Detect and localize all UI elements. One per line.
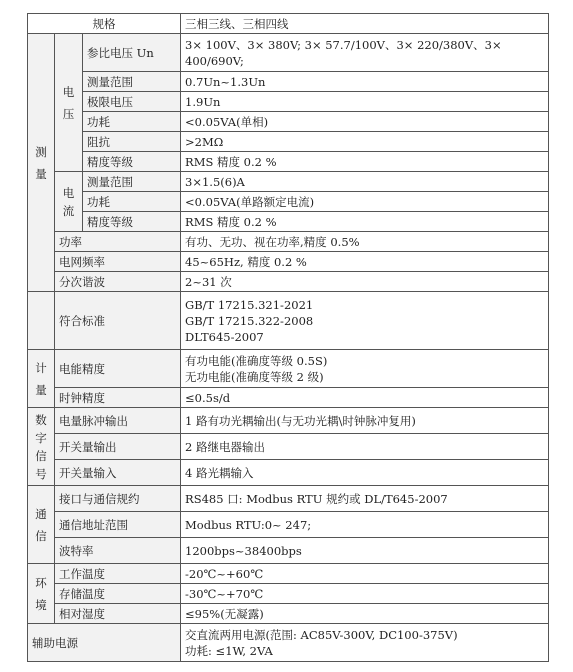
row-value: 2~31 次 — [181, 272, 549, 292]
group-current: 电流 — [55, 172, 83, 232]
table-row — [28, 14, 549, 34]
row-value: ≤0.5s/d — [181, 388, 549, 408]
table-row — [28, 112, 549, 132]
row-label: 开关量输入 — [55, 460, 181, 486]
row-label: 辅助电源 — [28, 624, 181, 662]
row-value: 45~65Hz, 精度 0.2 % — [181, 252, 549, 272]
row-value: -30℃~+70℃ — [181, 584, 549, 604]
row-value: 1 路有功光耦输出(与无功光耦\时钟脉冲复用) — [181, 408, 549, 434]
row-value: Modbus RTU:0~ 247; — [181, 512, 549, 538]
row-value — [181, 624, 549, 662]
row-value: >2MΩ — [181, 132, 549, 152]
table-row — [28, 232, 549, 252]
energy-line: 无功电能(准确度等级 2 级) — [185, 369, 324, 384]
row-value: <0.05VA(单相) — [181, 112, 549, 132]
row-label: 功率 — [55, 232, 181, 252]
row-value: 0.7Un~1.3Un — [181, 72, 549, 92]
table-row — [28, 604, 549, 624]
row-label: 电量脉冲输出 — [55, 408, 181, 434]
spec-table — [27, 13, 549, 662]
category-env: 环境 — [28, 564, 55, 624]
row-value: RMS 精度 0.2 % — [181, 152, 549, 172]
table-row — [28, 192, 549, 212]
row-label: 存储温度 — [55, 584, 181, 604]
row-value: 3× 100V、3× 380V; 3× 57.7/100V、3× 220/380V、3× 400/690V; — [181, 34, 549, 72]
table-row — [28, 460, 549, 486]
row-label: 极限电压 — [83, 92, 181, 112]
table-row — [28, 34, 549, 72]
category-standards-blank — [28, 292, 55, 350]
category-metering: 计量 — [28, 350, 55, 408]
table-row — [28, 486, 549, 512]
energy-line: 有功电能(准确度等级 0.5S) — [185, 353, 328, 368]
table-row — [28, 512, 549, 538]
row-value — [181, 292, 549, 350]
row-value: -20℃~+60℃ — [181, 564, 549, 584]
header-label: 规格 — [28, 14, 181, 34]
standard-line: GB/T 17215.321-2021 — [185, 297, 314, 312]
row-label: 电能精度 — [55, 350, 181, 388]
table-row — [28, 152, 549, 172]
row-label: 波特率 — [55, 538, 181, 564]
table-row — [28, 350, 549, 388]
row-value: 1.9Un — [181, 92, 549, 112]
row-value: 有功、无功、视在功率,精度 0.5% — [181, 232, 549, 252]
table-row — [28, 252, 549, 272]
row-label: 精度等级 — [83, 212, 181, 232]
row-label: 符合标准 — [55, 292, 181, 350]
row-label: 功耗 — [83, 112, 181, 132]
row-label: 参比电压 Un — [83, 34, 181, 72]
table-row — [28, 132, 549, 152]
table-row — [28, 408, 549, 434]
power-line: 交直流两用电源(范围: AC85V-300V, DC100-375V) — [185, 627, 458, 642]
row-label: 测量范围 — [83, 172, 181, 192]
table-row — [28, 434, 549, 460]
category-digital: 数字信号 — [28, 408, 55, 486]
row-label: 开关量输出 — [55, 434, 181, 460]
row-label: 通信地址范围 — [55, 512, 181, 538]
row-label: 测量范围 — [83, 72, 181, 92]
row-label: 接口与通信规约 — [55, 486, 181, 512]
row-value: ≤95%(无凝露) — [181, 604, 549, 624]
standard-line: GB/T 17215.322-2008 — [185, 313, 314, 328]
table-row — [28, 292, 549, 350]
table-row — [28, 172, 549, 192]
table-row — [28, 624, 549, 662]
table-row — [28, 584, 549, 604]
row-label: 功耗 — [83, 192, 181, 212]
table-row — [28, 538, 549, 564]
table-row — [28, 92, 549, 112]
row-value: 1200bps~38400bps — [181, 538, 549, 564]
row-label: 阻抗 — [83, 132, 181, 152]
table-row — [28, 272, 549, 292]
row-value: RS485 口: Modbus RTU 规约或 DL/T645-2007 — [181, 486, 549, 512]
table-row — [28, 388, 549, 408]
row-value — [181, 350, 549, 388]
row-label: 时钟精度 — [55, 388, 181, 408]
standard-line: DLT645-2007 — [185, 329, 264, 344]
row-value: 4 路光耦输入 — [181, 460, 549, 486]
row-value: 2 路继电器输出 — [181, 434, 549, 460]
table-row — [28, 72, 549, 92]
table-row — [28, 564, 549, 584]
group-voltage: 电压 — [55, 34, 83, 172]
category-measure: 测量 — [28, 34, 55, 292]
category-comm: 通信 — [28, 486, 55, 564]
row-label: 相对湿度 — [55, 604, 181, 624]
header-value: 三相三线、三相四线 — [181, 14, 549, 34]
row-label: 分次谐波 — [55, 272, 181, 292]
row-value: 3×1.5(6)A — [181, 172, 549, 192]
row-label: 电网频率 — [55, 252, 181, 272]
power-line: 功耗: ≤1W, 2VA — [185, 643, 273, 658]
row-label: 精度等级 — [83, 152, 181, 172]
row-value: RMS 精度 0.2 % — [181, 212, 549, 232]
spec-table-container — [27, 13, 549, 662]
row-label: 工作温度 — [55, 564, 181, 584]
table-row — [28, 212, 549, 232]
row-value: <0.05VA(单路额定电流) — [181, 192, 549, 212]
